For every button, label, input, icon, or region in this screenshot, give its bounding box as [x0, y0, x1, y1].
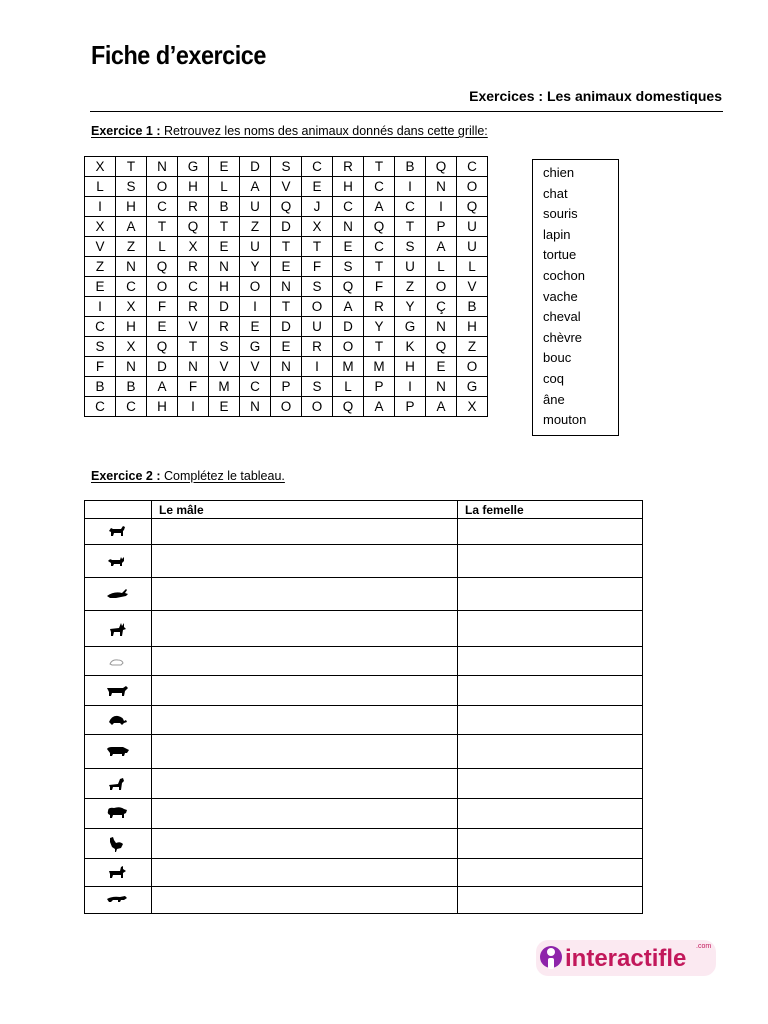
grid-cell: B — [85, 377, 116, 397]
header-icon-col — [85, 501, 152, 519]
grid-cell: H — [116, 317, 147, 337]
donkey-icon — [106, 620, 130, 638]
male-answer-cell[interactable] — [152, 676, 458, 706]
grid-cell: F — [302, 257, 333, 277]
grid-cell: B — [116, 377, 147, 397]
animal-gender-table — [84, 500, 643, 914]
grid-cell: E — [426, 357, 457, 377]
grid-cell: S — [209, 337, 240, 357]
grid-cell: H — [116, 197, 147, 217]
female-answer-cell[interactable] — [458, 829, 643, 859]
grid-cell: O — [457, 177, 488, 197]
grid-cell: Z — [240, 217, 271, 237]
logo-suffix: .com — [696, 943, 712, 950]
grid-cell: O — [271, 397, 302, 417]
sheep-icon — [106, 805, 130, 823]
horse-icon — [106, 775, 130, 793]
grid-cell: I — [85, 297, 116, 317]
grid-cell: A — [333, 297, 364, 317]
grid-cell: E — [209, 397, 240, 417]
grid-cell: N — [240, 397, 271, 417]
table-row — [85, 887, 643, 914]
pig-icon — [106, 743, 130, 761]
male-answer-cell[interactable] — [152, 859, 458, 887]
animal-picture-cell — [85, 545, 152, 578]
grid-cell: L — [457, 257, 488, 277]
grid-cell: R — [364, 297, 395, 317]
female-answer-cell[interactable] — [458, 611, 643, 647]
grid-cell: S — [302, 277, 333, 297]
female-answer-cell[interactable] — [458, 519, 643, 545]
grid-cell: P — [395, 397, 426, 417]
grid-cell: U — [457, 217, 488, 237]
grid-cell: U — [457, 237, 488, 257]
male-answer-cell[interactable] — [152, 799, 458, 829]
grid-cell: U — [395, 257, 426, 277]
grid-row — [85, 217, 488, 237]
grid-cell: T — [178, 337, 209, 357]
grid-cell: E — [271, 257, 302, 277]
grid-cell: R — [333, 157, 364, 177]
grid-cell: E — [271, 337, 302, 357]
grid-cell: Q — [333, 277, 364, 297]
animal-picture-cell — [85, 769, 152, 799]
male-answer-cell[interactable] — [152, 545, 458, 578]
grid-cell: N — [426, 317, 457, 337]
female-answer-cell[interactable] — [458, 859, 643, 887]
grid-cell: F — [178, 377, 209, 397]
grid-cell: I — [85, 197, 116, 217]
grid-cell: C — [364, 237, 395, 257]
grid-cell: D — [240, 157, 271, 177]
grid-cell: Z — [457, 337, 488, 357]
grid-cell: Z — [85, 257, 116, 277]
cow-icon — [106, 682, 130, 700]
grid-cell: G — [240, 337, 271, 357]
grid-cell: A — [426, 397, 457, 417]
grid-cell: P — [271, 377, 302, 397]
grid-cell: N — [271, 357, 302, 377]
word-list-item: chien — [543, 165, 575, 180]
turtle-icon — [106, 711, 130, 729]
table-row — [85, 799, 643, 829]
grid-cell: R — [302, 337, 333, 357]
grid-cell: E — [209, 237, 240, 257]
animal-picture-cell — [85, 799, 152, 829]
grid-cell: E — [85, 277, 116, 297]
table-row — [85, 859, 643, 887]
grid-cell: V — [209, 357, 240, 377]
exercise2-heading — [91, 469, 285, 483]
animal-picture-cell — [85, 859, 152, 887]
grid-cell: Q — [426, 157, 457, 177]
grid-cell: I — [395, 377, 426, 397]
female-answer-cell[interactable] — [458, 799, 643, 829]
cat-icon — [106, 552, 130, 570]
grid-cell: Z — [395, 277, 426, 297]
grid-cell: O — [426, 277, 457, 297]
grid-cell: F — [85, 357, 116, 377]
logo-text: interactifle — [565, 945, 687, 972]
table-row — [85, 735, 643, 769]
grid-cell: R — [178, 197, 209, 217]
grid-cell: Q — [147, 257, 178, 277]
table-row — [85, 545, 643, 578]
grid-cell: N — [116, 257, 147, 277]
grid-row — [85, 277, 488, 297]
grid-cell: X — [302, 217, 333, 237]
grid-cell: H — [333, 177, 364, 197]
word-list-item: souris — [543, 206, 578, 222]
grid-cell: H — [395, 357, 426, 377]
grid-cell: V — [85, 237, 116, 257]
male-answer-cell[interactable] — [152, 519, 458, 545]
exercise1-heading — [91, 124, 488, 138]
grid-cell: X — [178, 237, 209, 257]
grid-cell: Q — [333, 397, 364, 417]
word-list-item: coq — [543, 370, 564, 386]
grid-cell: N — [209, 257, 240, 277]
grid-row — [85, 297, 488, 317]
female-answer-cell[interactable] — [458, 706, 643, 735]
grid-cell: C — [178, 277, 209, 297]
grid-cell: G — [178, 157, 209, 177]
grid-row — [85, 157, 488, 177]
grid-row — [85, 397, 488, 417]
grid-cell: E — [209, 157, 240, 177]
grid-cell: O — [457, 357, 488, 377]
word-list-item: mouton — [543, 412, 587, 428]
grid-cell: U — [240, 197, 271, 217]
ferret-icon — [106, 891, 130, 909]
table-row — [85, 647, 643, 676]
grid-cell: T — [147, 217, 178, 237]
grid-cell: V — [457, 277, 488, 297]
page-subtitle: Exercices : Les animaux domestiques — [469, 88, 722, 104]
grid-cell: A — [426, 237, 457, 257]
exercise2-label: Exercice 2 : — [91, 469, 161, 483]
grid-cell: X — [85, 157, 116, 177]
grid-cell: C — [240, 377, 271, 397]
animal-picture-cell — [85, 676, 152, 706]
grid-cell: Q — [147, 337, 178, 357]
male-answer-cell[interactable] — [152, 829, 458, 859]
male-answer-cell[interactable] — [152, 735, 458, 769]
animal-picture-cell — [85, 706, 152, 735]
grid-cell: P — [426, 217, 457, 237]
grid-cell: Y — [364, 317, 395, 337]
grid-cell: X — [85, 217, 116, 237]
word-list-item: chèvre — [543, 329, 583, 345]
grid-cell: E — [333, 237, 364, 257]
grid-cell: M — [333, 357, 364, 377]
exercise1-instruction: Retrouvez les noms des animaux donnés dans cette grille: — [163, 124, 488, 138]
table-row — [85, 706, 643, 735]
grid-cell: C — [364, 177, 395, 197]
word-list-item: vache — [543, 288, 578, 304]
grid-cell: U — [240, 237, 271, 257]
grid-row — [85, 337, 488, 357]
table-row — [85, 829, 643, 859]
male-answer-cell[interactable] — [152, 769, 458, 799]
grid-cell: V — [240, 357, 271, 377]
rooster-icon — [106, 835, 130, 853]
grid-cell: I — [240, 297, 271, 317]
grid-cell: Y — [240, 257, 271, 277]
grid-cell: Q — [271, 197, 302, 217]
grid-cell: N — [178, 357, 209, 377]
grid-cell: H — [178, 177, 209, 197]
grid-cell: S — [85, 337, 116, 357]
grid-cell: M — [364, 357, 395, 377]
grid-cell: J — [302, 197, 333, 217]
grid-cell: R — [178, 297, 209, 317]
grid-row — [85, 257, 488, 277]
grid-cell: X — [116, 297, 147, 317]
word-list-item: cheval — [543, 309, 581, 325]
female-answer-cell[interactable] — [458, 545, 643, 578]
grid-cell: H — [209, 277, 240, 297]
grid-cell: A — [364, 197, 395, 217]
grid-cell: R — [178, 257, 209, 277]
grid-cell: F — [147, 297, 178, 317]
grid-cell: A — [116, 217, 147, 237]
table-row — [85, 519, 643, 545]
grid-cell: F — [364, 277, 395, 297]
grid-cell: O — [147, 277, 178, 297]
grid-cell: S — [271, 157, 302, 177]
grid-cell: A — [147, 377, 178, 397]
grid-cell: Ç — [426, 297, 457, 317]
grid-cell: L — [333, 377, 364, 397]
animal-picture-cell — [85, 611, 152, 647]
animal-picture-cell — [85, 519, 152, 545]
grid-cell: D — [333, 317, 364, 337]
grid-cell: S — [302, 377, 333, 397]
grid-cell: X — [457, 397, 488, 417]
grid-cell: N — [426, 377, 457, 397]
grid-cell: Z — [116, 237, 147, 257]
animal-picture-cell — [85, 829, 152, 859]
table-row — [85, 769, 643, 799]
grid-cell: S — [395, 237, 426, 257]
grid-cell: C — [85, 317, 116, 337]
mouse-icon — [106, 652, 130, 670]
male-answer-cell[interactable] — [152, 706, 458, 735]
grid-cell: I — [426, 197, 457, 217]
grid-cell: C — [457, 157, 488, 177]
grid-cell: T — [116, 157, 147, 177]
grid-cell: N — [271, 277, 302, 297]
word-list-item: bouc — [543, 350, 572, 366]
grid-cell: N — [426, 177, 457, 197]
female-answer-cell[interactable] — [458, 676, 643, 706]
grid-cell: T — [271, 297, 302, 317]
word-list-item: âne — [543, 391, 565, 407]
grid-cell: T — [271, 237, 302, 257]
rabbit-icon — [106, 585, 130, 603]
male-answer-cell[interactable] — [152, 578, 458, 611]
grid-cell: T — [395, 217, 426, 237]
female-answer-cell[interactable] — [458, 887, 643, 914]
grid-row — [85, 197, 488, 217]
grid-row — [85, 237, 488, 257]
grid-cell: P — [364, 377, 395, 397]
male-answer-cell[interactable] — [152, 647, 458, 676]
male-answer-cell[interactable] — [152, 611, 458, 647]
grid-cell: Q — [178, 217, 209, 237]
grid-cell: C — [333, 197, 364, 217]
grid-cell: S — [333, 257, 364, 277]
grid-cell: R — [209, 317, 240, 337]
grid-cell: C — [116, 277, 147, 297]
page-title: Fiche d’exercice — [91, 40, 266, 70]
table-header-row — [85, 501, 643, 519]
grid-cell: Q — [364, 217, 395, 237]
grid-cell: I — [178, 397, 209, 417]
grid-cell: M — [209, 377, 240, 397]
grid-cell: L — [147, 237, 178, 257]
male-answer-cell[interactable] — [152, 887, 458, 914]
table-row — [85, 578, 643, 611]
grid-cell: E — [302, 177, 333, 197]
word-search-grid — [84, 156, 488, 417]
grid-cell: H — [147, 397, 178, 417]
header-female: La femelle — [458, 501, 643, 519]
animal-picture-cell — [85, 578, 152, 611]
goat-icon — [106, 864, 130, 882]
animal-picture-cell — [85, 887, 152, 914]
grid-cell: D — [271, 217, 302, 237]
grid-cell: D — [209, 297, 240, 317]
word-list-item: lapin — [543, 226, 571, 242]
grid-cell: I — [302, 357, 333, 377]
grid-cell: C — [85, 397, 116, 417]
grid-cell: C — [147, 197, 178, 217]
word-list-item: chat — [543, 185, 568, 201]
grid-cell: A — [364, 397, 395, 417]
grid-cell: N — [147, 157, 178, 177]
grid-cell: H — [457, 317, 488, 337]
grid-cell: K — [395, 337, 426, 357]
grid-cell: C — [116, 397, 147, 417]
grid-cell: A — [240, 177, 271, 197]
header-divider — [90, 111, 723, 112]
grid-cell: L — [85, 177, 116, 197]
grid-cell: T — [364, 157, 395, 177]
table-row — [85, 611, 643, 647]
grid-cell: O — [333, 337, 364, 357]
grid-cell: E — [240, 317, 271, 337]
grid-cell: O — [302, 397, 333, 417]
grid-cell: I — [395, 177, 426, 197]
interactifle-logo — [536, 937, 720, 979]
word-list — [532, 159, 619, 436]
grid-cell: Y — [395, 297, 426, 317]
animal-picture-cell — [85, 647, 152, 676]
grid-cell: D — [271, 317, 302, 337]
grid-cell: D — [147, 357, 178, 377]
table-row — [85, 676, 643, 706]
grid-cell: T — [364, 337, 395, 357]
grid-cell: X — [116, 337, 147, 357]
grid-cell: C — [302, 157, 333, 177]
grid-cell: E — [147, 317, 178, 337]
grid-cell: V — [178, 317, 209, 337]
grid-cell: C — [395, 197, 426, 217]
grid-cell: O — [240, 277, 271, 297]
grid-row — [85, 177, 488, 197]
grid-cell: S — [116, 177, 147, 197]
grid-cell: V — [271, 177, 302, 197]
grid-cell: Q — [426, 337, 457, 357]
female-answer-cell[interactable] — [458, 647, 643, 676]
grid-cell: B — [209, 197, 240, 217]
female-answer-cell[interactable] — [458, 578, 643, 611]
female-answer-cell[interactable] — [458, 735, 643, 769]
grid-cell: B — [395, 157, 426, 177]
grid-cell: U — [302, 317, 333, 337]
female-answer-cell[interactable] — [458, 769, 643, 799]
grid-cell: O — [147, 177, 178, 197]
grid-cell: T — [302, 237, 333, 257]
grid-cell: B — [457, 297, 488, 317]
grid-cell: G — [457, 377, 488, 397]
word-list-item: tortue — [543, 247, 577, 263]
grid-row — [85, 377, 488, 397]
grid-cell: Q — [457, 197, 488, 217]
header-male: Le mâle — [152, 501, 458, 519]
grid-cell: N — [116, 357, 147, 377]
grid-cell: O — [302, 297, 333, 317]
exercise2-instruction: Complétez le tableau. — [163, 469, 285, 483]
grid-cell: L — [426, 257, 457, 277]
dog-icon — [106, 523, 130, 541]
grid-cell: N — [333, 217, 364, 237]
grid-cell: G — [395, 317, 426, 337]
grid-cell: L — [209, 177, 240, 197]
exercise1-label: Exercice 1 : — [91, 124, 161, 138]
word-list-item: cochon — [543, 267, 585, 283]
animal-picture-cell — [85, 735, 152, 769]
grid-cell: T — [209, 217, 240, 237]
grid-row — [85, 317, 488, 337]
grid-row — [85, 357, 488, 377]
grid-cell: T — [364, 257, 395, 277]
